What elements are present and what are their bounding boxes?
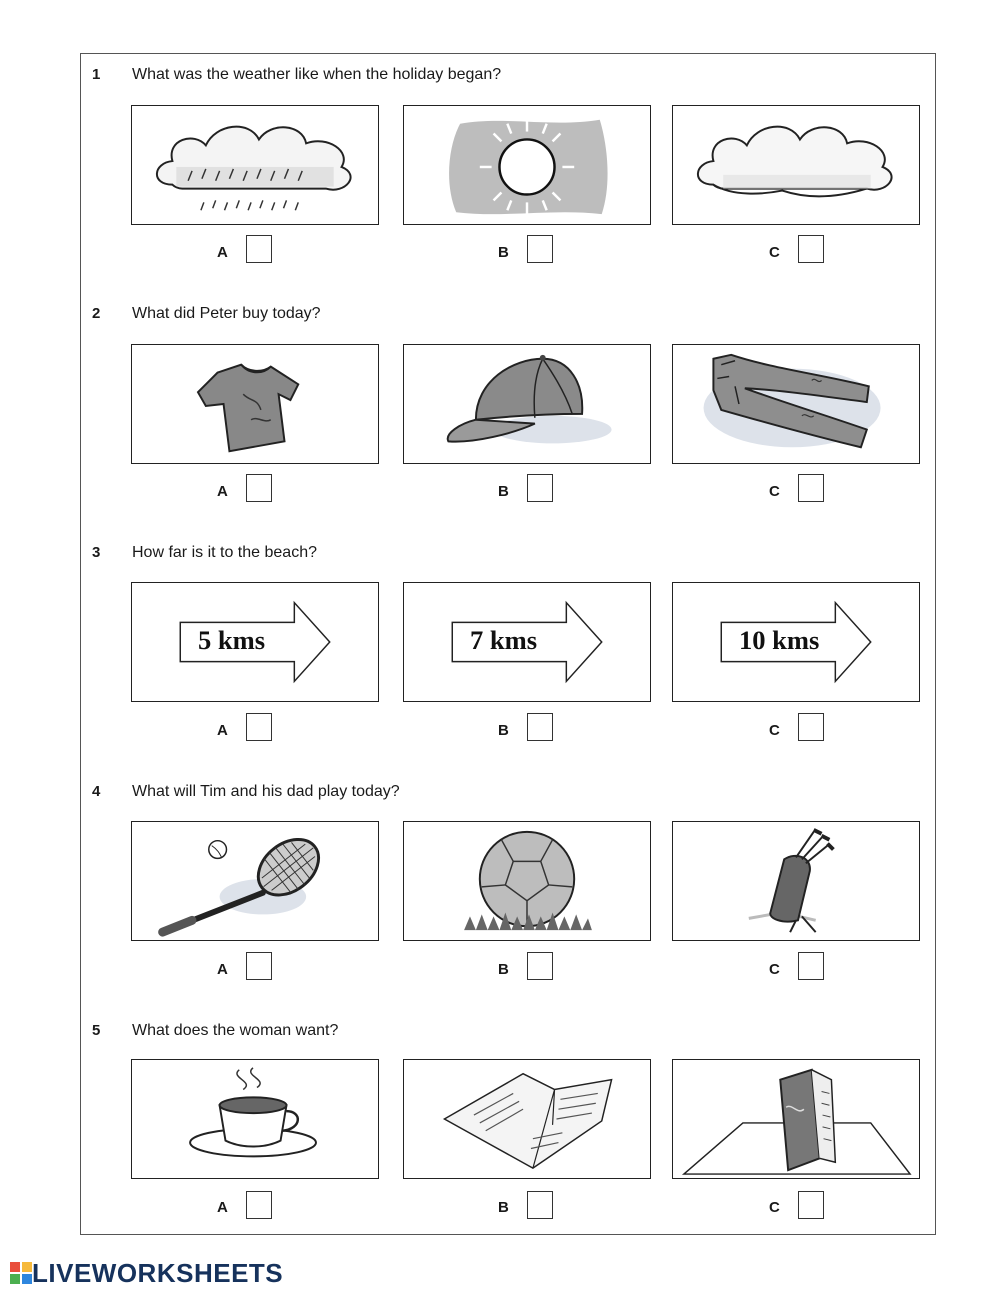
- question-number: 3: [92, 544, 101, 561]
- question-number: 5: [92, 1022, 101, 1039]
- question-number: 1: [92, 66, 101, 83]
- checkbox-q5-c[interactable]: [798, 1191, 824, 1219]
- option-label: C: [769, 1199, 780, 1216]
- option-image-bill[interactable]: [403, 1059, 651, 1179]
- option-label: B: [498, 483, 509, 500]
- question-text: What will Tim and his dad play today?: [132, 783, 400, 800]
- option-label: A: [217, 483, 228, 500]
- option-label: A: [217, 961, 228, 978]
- question-text: How far is it to the beach?: [132, 544, 317, 561]
- liveworksheets-brand[interactable]: [10, 1258, 283, 1288]
- checkbox-q2-b[interactable]: [527, 474, 553, 502]
- option-label: B: [498, 244, 509, 261]
- tennis-racket-icon: [132, 822, 378, 940]
- option-image-arrow-sign-10[interactable]: [672, 582, 920, 702]
- option-label: C: [769, 961, 780, 978]
- option-label: B: [498, 961, 509, 978]
- option-label: C: [769, 483, 780, 500]
- jeans-icon: [673, 345, 919, 463]
- sun-icon: [404, 106, 650, 224]
- arrow-sign-text: 7 kms: [469, 624, 538, 655]
- option-label: C: [769, 722, 780, 739]
- cloud-icon: [673, 106, 919, 224]
- checkbox-q2-c[interactable]: [798, 474, 824, 502]
- option-image-arrow-sign-7[interactable]: [403, 582, 651, 702]
- checkbox-q3-b[interactable]: [527, 713, 553, 741]
- option-image-cap[interactable]: [403, 344, 651, 464]
- option-image-football[interactable]: [403, 821, 651, 941]
- checkbox-q1-a[interactable]: [246, 235, 272, 263]
- option-label: A: [217, 722, 228, 739]
- checkbox-q5-a[interactable]: [246, 1191, 272, 1219]
- option-image-golf-bag[interactable]: [672, 821, 920, 941]
- football-icon: [404, 822, 650, 940]
- question-text: What does the woman want?: [132, 1022, 339, 1039]
- checkbox-q1-c[interactable]: [798, 235, 824, 263]
- option-image-tennis-racket[interactable]: [131, 821, 379, 941]
- checkbox-q2-a[interactable]: [246, 474, 272, 502]
- question-number: 4: [92, 783, 101, 800]
- arrow-sign-icon: [132, 583, 378, 701]
- option-image-menu[interactable]: [672, 1059, 920, 1179]
- option-label: A: [217, 244, 228, 261]
- option-image-cloud[interactable]: [672, 105, 920, 225]
- arrow-sign-icon: [673, 583, 919, 701]
- rain-cloud-icon: [132, 106, 378, 224]
- option-label: A: [217, 1199, 228, 1216]
- checkbox-q4-a[interactable]: [246, 952, 272, 980]
- arrow-sign-text: 10 kms: [738, 624, 820, 655]
- option-label: C: [769, 244, 780, 261]
- checkbox-q5-b[interactable]: [527, 1191, 553, 1219]
- golf-bag-icon: [673, 822, 919, 940]
- checkbox-q1-b[interactable]: [527, 235, 553, 263]
- menu-icon: [673, 1060, 919, 1178]
- liveworksheets-logo-icon: [10, 1262, 32, 1284]
- arrow-sign-text: 5 kms: [197, 624, 266, 655]
- checkbox-q3-a[interactable]: [246, 713, 272, 741]
- question-text: What did Peter buy today?: [132, 305, 321, 322]
- option-image-t-shirt[interactable]: [131, 344, 379, 464]
- bill-icon: [404, 1060, 650, 1178]
- cap-icon: [404, 345, 650, 463]
- option-image-sun[interactable]: [403, 105, 651, 225]
- checkbox-q4-c[interactable]: [798, 952, 824, 980]
- option-image-jeans[interactable]: [672, 344, 920, 464]
- option-image-rain-cloud[interactable]: [131, 105, 379, 225]
- option-label: B: [498, 722, 509, 739]
- checkbox-q4-b[interactable]: [527, 952, 553, 980]
- coffee-cup-icon: [132, 1060, 378, 1178]
- t-shirt-icon: [132, 345, 378, 463]
- option-image-arrow-sign-5[interactable]: [131, 582, 379, 702]
- brand-name: LIVEWORKSHEETS: [32, 1257, 284, 1288]
- question-number: 2: [92, 305, 101, 322]
- checkbox-q3-c[interactable]: [798, 713, 824, 741]
- arrow-sign-icon: [404, 583, 650, 701]
- option-label: B: [498, 1199, 509, 1216]
- question-text: What was the weather like when the holiday began?: [132, 66, 502, 83]
- option-image-coffee-cup[interactable]: [131, 1059, 379, 1179]
